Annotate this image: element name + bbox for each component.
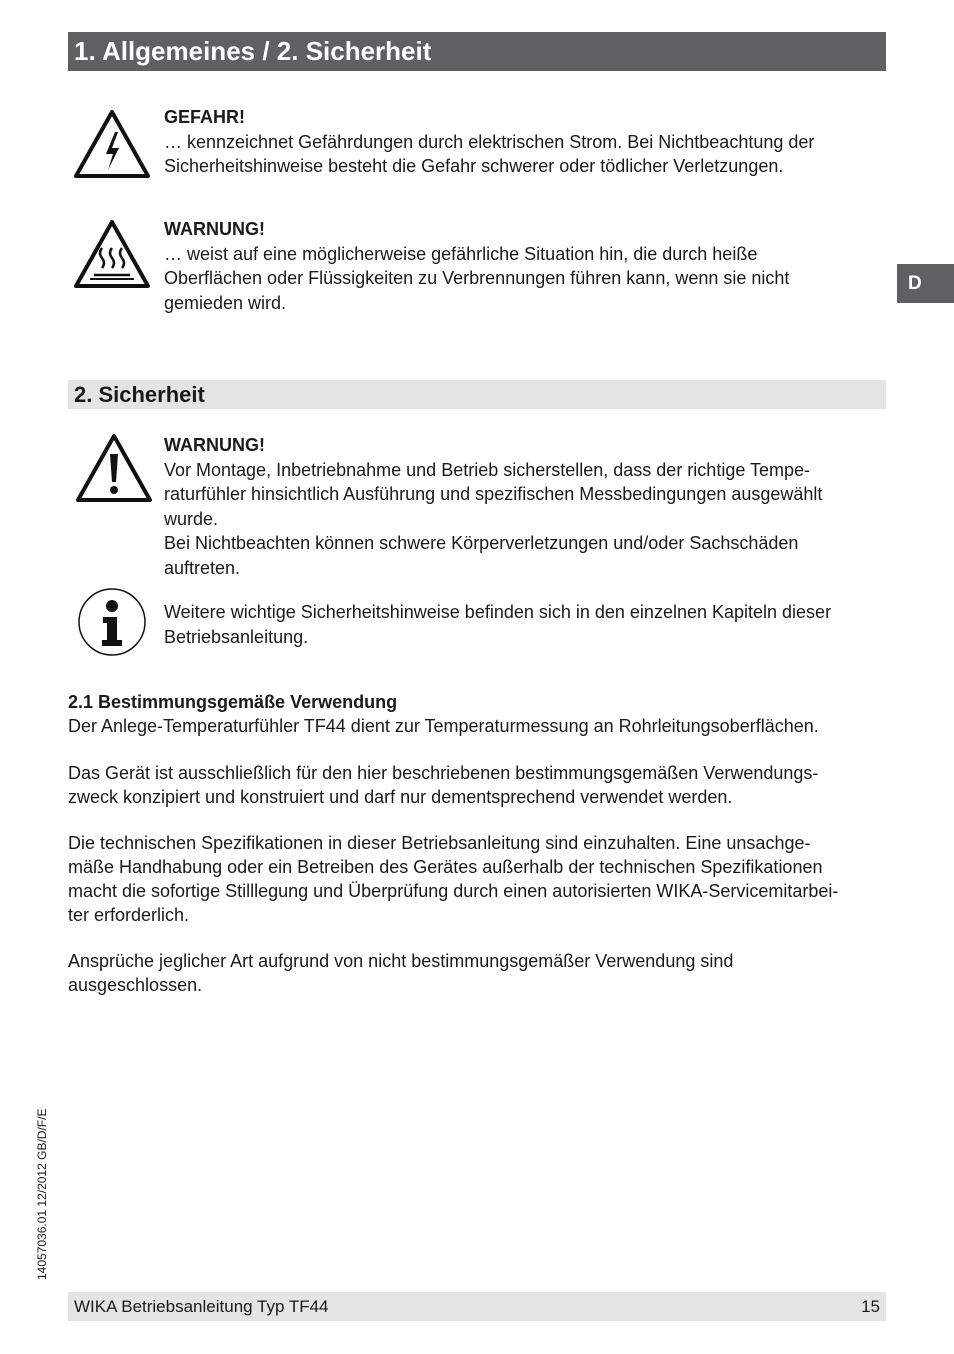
paragraph-line: ausgeschlossen.: [68, 975, 203, 995]
notice-text-line: auftreten.: [164, 557, 241, 578]
notice-text-line: … kennzeichnet Gefährdungen durch elektrischen Strom. Bei Nichtbeachtung der: [164, 131, 815, 152]
notice-title: WARNUNG!: [164, 435, 265, 455]
page-number: 15: [861, 1297, 880, 1316]
section-header: 2. Sicherheit: [68, 380, 886, 409]
subsection-title: 2.1 Bestimmungsgemäße Verwendung: [68, 692, 398, 712]
notice-title: GEFAHR!: [164, 107, 245, 127]
notice-text-line: Oberflächen oder Flüssigkeiten zu Verbrennungen führen kann, wenn sie nicht: [164, 268, 790, 288]
info-icon: [76, 586, 148, 658]
paragraph: [68, 831, 838, 927]
document-code: 14057036.01 12/2012 GB/D/F/E: [35, 1108, 49, 1280]
notice-text-line: Vor Montage, Inbetriebnahme und Betrieb sicherstellen, dass der richtige Tempe-: [164, 459, 811, 480]
paragraph-line: macht die sofortige Stilllegung und Überprüfung durch einen autorisierten WIKA-Servicemitarbei-: [68, 881, 839, 901]
notice-text-line: Bei Nichtbeachten können schwere Körperverletzungen und/oder Sachschäden: [164, 533, 799, 553]
chapter-header: 1. Allgemeines / 2. Sicherheit: [68, 32, 886, 71]
paragraph-line: zweck konzipiert und konstruiert und darf nur dementsprechend verwendet werden.: [68, 787, 733, 807]
notice-text-line: … weist auf eine möglicherweise gefährliche Situation hin, die durch heiße: [164, 243, 758, 264]
notice-text-line: Weitere wichtige Sicherheitshinweise befinden sich in den einzelnen Kapiteln dieser: [164, 602, 832, 622]
electric-shock-warning-icon: [72, 108, 152, 180]
notice-text-line: raturfühler hinsichtlich Ausführung und spezifischen Messbedingungen ausgewählt: [164, 484, 823, 504]
paragraph: [68, 761, 818, 809]
footer-title: WIKA Betriebsanleitung Typ TF44: [74, 1297, 329, 1316]
safety-warning-notice: [164, 433, 822, 580]
notice-title: WARNUNG!: [164, 219, 265, 239]
notice-text-line: gemieden wird.: [164, 292, 287, 313]
paragraph-line: mäße Handhabung oder ein Betreiben des Gerätes außerhalb der technischen Spezifikationen: [68, 857, 823, 877]
notice-text-line: Sicherheitshinweise besteht die Gefahr schwerer oder tödlicher Verletzungen.: [164, 156, 784, 176]
intended-use-section: [68, 690, 819, 738]
page-footer: [68, 1292, 886, 1321]
language-tab[interactable]: D: [897, 264, 954, 303]
hot-surface-warning-icon: [72, 218, 152, 290]
exclamation-warning-icon: [74, 432, 154, 504]
notice-text-line: wurde.: [164, 508, 219, 529]
paragraph-line: Die technischen Spezifikationen in dieser Betriebsanleitung sind einzuhalten. Eine unsachge-: [68, 833, 811, 853]
paragraph: [68, 949, 733, 997]
paragraph-line: Der Anlege-Temperaturfühler TF44 dient zur Temperaturmessung an Rohrleitungsoberflächen.: [68, 716, 819, 736]
paragraph-line: Das Gerät ist ausschließlich für den hier beschriebenen bestimmungsgemäßen Verwendungs-: [68, 763, 819, 783]
hot-surface-notice: [164, 217, 789, 315]
paragraph-line: ter erforderlich.: [68, 905, 190, 925]
paragraph-line: Ansprüche jeglicher Art aufgrund von nicht bestimmungsgemäßer Verwendung sind: [68, 951, 734, 971]
danger-notice: [164, 105, 814, 179]
notice-text-line: Betriebsanleitung.: [164, 626, 309, 647]
info-notice: [164, 600, 831, 649]
